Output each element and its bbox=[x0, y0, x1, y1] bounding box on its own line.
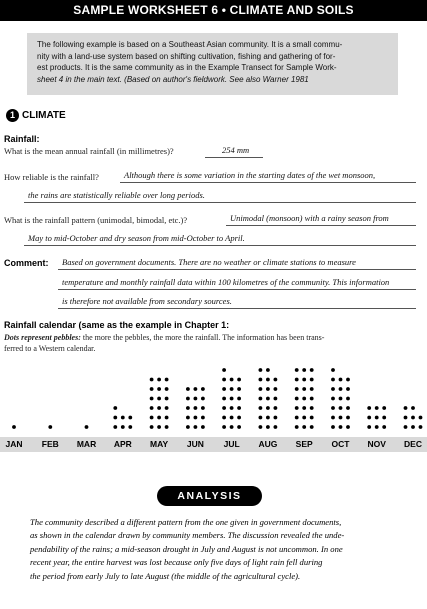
calendar-note-text-2: ferred to a Western calendar. bbox=[4, 344, 96, 353]
rain-dot-aug bbox=[266, 387, 270, 391]
rain-dot-jun bbox=[201, 387, 205, 391]
calendar-title: Rainfall calendar (same as the example in Chapter 1: bbox=[4, 320, 230, 330]
rain-dot-jun bbox=[186, 397, 190, 401]
rain-dot-jun bbox=[186, 406, 190, 410]
rain-dot-nov bbox=[382, 406, 386, 410]
month-label-may: MAY bbox=[150, 439, 169, 449]
rain-dot-sep bbox=[310, 387, 314, 391]
rain-dot-sep bbox=[302, 416, 306, 420]
rain-dot-may bbox=[165, 425, 169, 429]
month-label-jun: JUN bbox=[186, 439, 204, 449]
rain-dot-sep bbox=[302, 425, 306, 429]
rain-dot-jul bbox=[222, 397, 226, 401]
rain-dot-may bbox=[150, 397, 154, 401]
rain-dot-apr bbox=[121, 425, 125, 429]
rain-dot-sep bbox=[295, 416, 299, 420]
rain-dot-sep bbox=[310, 397, 314, 401]
rain-dot-dec bbox=[419, 425, 423, 429]
rain-dot-oct bbox=[331, 416, 335, 420]
answer-underline bbox=[24, 245, 416, 246]
rain-dot-aug bbox=[266, 425, 270, 429]
rain-dot-aug bbox=[266, 397, 270, 401]
rain-dot-oct bbox=[331, 368, 335, 372]
rain-dot-nov bbox=[375, 416, 379, 420]
comment-line2: temperature and monthly rainfall data within 100 kilometres of the community. This information bbox=[62, 277, 390, 287]
rain-dot-may bbox=[165, 397, 169, 401]
rain-dot-dec bbox=[404, 406, 408, 410]
rain-dot-aug bbox=[266, 368, 270, 372]
rain-dot-may bbox=[150, 425, 154, 429]
rain-dot-sep bbox=[302, 406, 306, 410]
rain-dot-dec bbox=[411, 416, 415, 420]
answer-pattern-line2: May to mid-October and dry season from mid-October to April. bbox=[28, 233, 245, 243]
analysis-line: The community described a different pattern from the one given in government documents, bbox=[30, 517, 342, 527]
month-label-mar: MAR bbox=[76, 439, 97, 449]
rain-dot-sep bbox=[310, 368, 314, 372]
rain-dot-aug bbox=[259, 397, 263, 401]
rain-dot-apr bbox=[113, 416, 117, 420]
rain-dot-may bbox=[165, 406, 169, 410]
rain-dot-oct bbox=[346, 406, 350, 410]
rain-dot-aug bbox=[274, 387, 278, 391]
rain-dot-jun bbox=[194, 397, 198, 401]
rain-dot-jul bbox=[237, 425, 241, 429]
question-mean-rainfall: What is the mean annual rainfall (in millimetres)? bbox=[4, 146, 174, 156]
rain-dot-oct bbox=[331, 387, 335, 391]
intro-line: nity with a land-use system based on shifting cultivation, fishing and gathering of for- bbox=[37, 51, 336, 61]
question-reliability: How reliable is the rainfall? bbox=[4, 172, 99, 182]
rain-dot-aug bbox=[266, 378, 270, 382]
rain-dot-jul bbox=[230, 397, 234, 401]
answer-mean-rainfall: 254 mm bbox=[222, 145, 250, 155]
rain-dot-oct bbox=[346, 378, 350, 382]
rain-dot-aug bbox=[274, 425, 278, 429]
rain-dot-jun bbox=[194, 416, 198, 420]
rain-dot-jun bbox=[201, 416, 205, 420]
rain-dot-jun bbox=[186, 387, 190, 391]
rain-dot-aug bbox=[274, 397, 278, 401]
section-title: CLIMATE bbox=[22, 109, 66, 121]
rain-dot-oct bbox=[346, 416, 350, 420]
rain-dot-jun bbox=[194, 425, 198, 429]
rain-dot-may bbox=[157, 425, 161, 429]
answer-underline bbox=[58, 308, 416, 309]
rain-dot-jul bbox=[222, 416, 226, 420]
rain-dot-sep bbox=[295, 387, 299, 391]
month-label-sep: SEP bbox=[295, 439, 313, 449]
rain-dot-aug bbox=[259, 406, 263, 410]
answer-underline bbox=[226, 225, 416, 226]
rain-dot-dec bbox=[419, 416, 423, 420]
rain-dot-jul bbox=[230, 387, 234, 391]
rain-dot-sep bbox=[295, 406, 299, 410]
month-axis bbox=[0, 437, 427, 452]
rain-dot-jul bbox=[230, 378, 234, 382]
rain-dot-nov bbox=[367, 406, 371, 410]
intro-line: est products. It is the same community as in the Example Transect for Sample Work- bbox=[37, 63, 337, 72]
month-label-jan: JAN bbox=[5, 439, 23, 449]
intro-box bbox=[27, 33, 398, 95]
analysis-text bbox=[30, 516, 422, 583]
comment-line1: Based on government documents. There are no weather or climate stations to measure bbox=[62, 257, 356, 267]
rain-dot-jul bbox=[222, 368, 226, 372]
rain-dot-sep bbox=[310, 406, 314, 410]
rain-dot-feb bbox=[48, 425, 52, 429]
rain-dot-jul bbox=[222, 378, 226, 382]
analysis-badge: ANALYSIS bbox=[157, 486, 262, 506]
rain-dot-jul bbox=[237, 397, 241, 401]
month-label-apr: APR bbox=[113, 439, 132, 449]
rain-dot-oct bbox=[331, 425, 335, 429]
rain-dot-jun bbox=[194, 406, 198, 410]
rain-dot-may bbox=[157, 416, 161, 420]
rain-dot-sep bbox=[295, 397, 299, 401]
rain-dot-oct bbox=[346, 397, 350, 401]
rain-dot-dec bbox=[411, 406, 415, 410]
rain-dot-nov bbox=[382, 416, 386, 420]
comment-line3: is therefore not available from secondary sources. bbox=[62, 296, 232, 306]
rain-dot-may bbox=[157, 397, 161, 401]
rain-dot-apr bbox=[128, 416, 132, 420]
rain-dot-sep bbox=[302, 397, 306, 401]
rain-dot-jul bbox=[237, 378, 241, 382]
rain-dot-oct bbox=[339, 416, 343, 420]
answer-reliability-line2: the rains are statistically reliable over long periods. bbox=[28, 190, 205, 200]
rain-dot-aug bbox=[259, 416, 263, 420]
worksheet-title: SAMPLE WORKSHEET 6 • CLIMATE AND SOILS bbox=[0, 0, 427, 21]
rain-dot-may bbox=[157, 387, 161, 391]
rain-dot-sep bbox=[310, 378, 314, 382]
section-number-badge: 1 bbox=[6, 109, 19, 122]
rain-dot-sep bbox=[310, 425, 314, 429]
calendar-note-text: the more the pebbles, the more the rainfall. The information has been trans- bbox=[80, 333, 325, 342]
answer-underline bbox=[24, 202, 416, 203]
rain-dot-aug bbox=[266, 406, 270, 410]
rain-dot-oct bbox=[339, 425, 343, 429]
rain-dot-may bbox=[150, 406, 154, 410]
rain-dot-mar bbox=[85, 425, 89, 429]
answer-reliability-line1: Although there is some variation in the starting dates of the wet monsoon, bbox=[124, 170, 376, 180]
rain-dot-aug bbox=[274, 378, 278, 382]
analysis-line: pendability of the rains; a mid-season drought in July and August is not uncommon. In one bbox=[30, 543, 343, 554]
rain-dot-apr bbox=[121, 416, 125, 420]
rain-dot-nov bbox=[375, 406, 379, 410]
rain-dot-may bbox=[165, 416, 169, 420]
rain-dot-jul bbox=[230, 425, 234, 429]
rain-dot-jun bbox=[186, 416, 190, 420]
rain-dot-oct bbox=[331, 406, 335, 410]
month-label-jul: JUL bbox=[223, 439, 240, 449]
month-label-feb: FEB bbox=[41, 439, 59, 449]
rain-dot-oct bbox=[339, 406, 343, 410]
rain-dot-jun bbox=[194, 387, 198, 391]
rain-dot-sep bbox=[302, 387, 306, 391]
rain-dot-dec bbox=[404, 416, 408, 420]
rain-dot-may bbox=[165, 387, 169, 391]
month-label-aug: AUG bbox=[258, 439, 278, 449]
rain-dot-may bbox=[165, 378, 169, 382]
intro-line: The following example is based on a Southeast Asian community. It is a small commu- bbox=[37, 40, 343, 49]
rain-dot-jan bbox=[12, 425, 16, 429]
answer-underline bbox=[58, 289, 416, 290]
rain-dot-aug bbox=[259, 368, 263, 372]
rainfall-label: Rainfall: bbox=[4, 134, 40, 144]
rain-dot-apr bbox=[113, 406, 117, 410]
rain-dot-jun bbox=[186, 425, 190, 429]
rain-dot-jun bbox=[201, 406, 205, 410]
month-label-dec: DEC bbox=[404, 439, 422, 449]
rain-dot-may bbox=[150, 387, 154, 391]
rain-dot-oct bbox=[339, 378, 343, 382]
month-label-oct: OCT bbox=[331, 439, 350, 449]
rain-dot-nov bbox=[367, 425, 371, 429]
answer-underline bbox=[205, 157, 263, 158]
rain-dot-oct bbox=[346, 387, 350, 391]
rain-dot-sep bbox=[310, 416, 314, 420]
answer-underline bbox=[120, 182, 416, 183]
rain-dot-aug bbox=[274, 416, 278, 420]
rain-dot-apr bbox=[128, 425, 132, 429]
rain-dot-sep bbox=[302, 378, 306, 382]
rain-dot-may bbox=[150, 416, 154, 420]
rain-dot-apr bbox=[113, 425, 117, 429]
rain-dot-sep bbox=[295, 425, 299, 429]
answer-underline bbox=[58, 269, 416, 270]
rain-dot-sep bbox=[302, 368, 306, 372]
rain-dot-jul bbox=[222, 425, 226, 429]
rain-dot-may bbox=[157, 406, 161, 410]
rain-dot-jun bbox=[201, 425, 205, 429]
rain-dot-jul bbox=[237, 387, 241, 391]
rain-dot-may bbox=[150, 378, 154, 382]
month-label-nov: NOV bbox=[367, 439, 386, 449]
rain-dot-jul bbox=[237, 406, 241, 410]
rain-dot-aug bbox=[259, 425, 263, 429]
question-pattern: What is the rainfall pattern (unimodal, bimodal, etc.)? bbox=[4, 215, 188, 225]
rain-dot-dec bbox=[411, 425, 415, 429]
rain-dot-jul bbox=[222, 387, 226, 391]
rain-dot-oct bbox=[339, 387, 343, 391]
rain-dot-aug bbox=[274, 406, 278, 410]
rain-dot-may bbox=[157, 378, 161, 382]
analysis-line: recent year, the entire harvest was lost because only five days of light rain fell during bbox=[30, 557, 323, 568]
answer-pattern-line1: Unimodal (monsoon) with a rainy season from bbox=[230, 213, 389, 223]
rain-dot-jun bbox=[201, 397, 205, 401]
analysis-line: the period from early July to late August (the middle of the agricultural cycle). bbox=[30, 570, 301, 581]
rain-dot-dec bbox=[404, 425, 408, 429]
rain-dot-oct bbox=[331, 397, 335, 401]
rain-dot-aug bbox=[266, 416, 270, 420]
rain-dot-oct bbox=[346, 425, 350, 429]
rain-dot-oct bbox=[339, 397, 343, 401]
analysis-line: as shown in the calendar drawn by community members. The discussion revealed the unde- bbox=[30, 530, 345, 541]
comment-label: Comment: bbox=[4, 258, 49, 268]
rain-dot-nov bbox=[382, 425, 386, 429]
rain-dot-sep bbox=[295, 368, 299, 372]
intro-line: sheet 4 in the main text. (Based on author's fieldwork. See also Warner 1981 bbox=[37, 74, 309, 84]
rain-dot-nov bbox=[367, 416, 371, 420]
rain-dot-aug bbox=[259, 378, 263, 382]
section-heading bbox=[6, 108, 66, 122]
rain-dot-aug bbox=[259, 387, 263, 391]
rain-dot-jul bbox=[230, 416, 234, 420]
rain-dot-sep bbox=[295, 378, 299, 382]
rain-dot-oct bbox=[331, 378, 335, 382]
rain-dot-jul bbox=[222, 406, 226, 410]
rain-dot-nov bbox=[375, 425, 379, 429]
calendar-note-bold: Dots represent pebbles: bbox=[4, 333, 81, 342]
rain-dot-jul bbox=[230, 406, 234, 410]
rainfall-dot-chart bbox=[0, 345, 427, 437]
rain-dot-jul bbox=[237, 416, 241, 420]
